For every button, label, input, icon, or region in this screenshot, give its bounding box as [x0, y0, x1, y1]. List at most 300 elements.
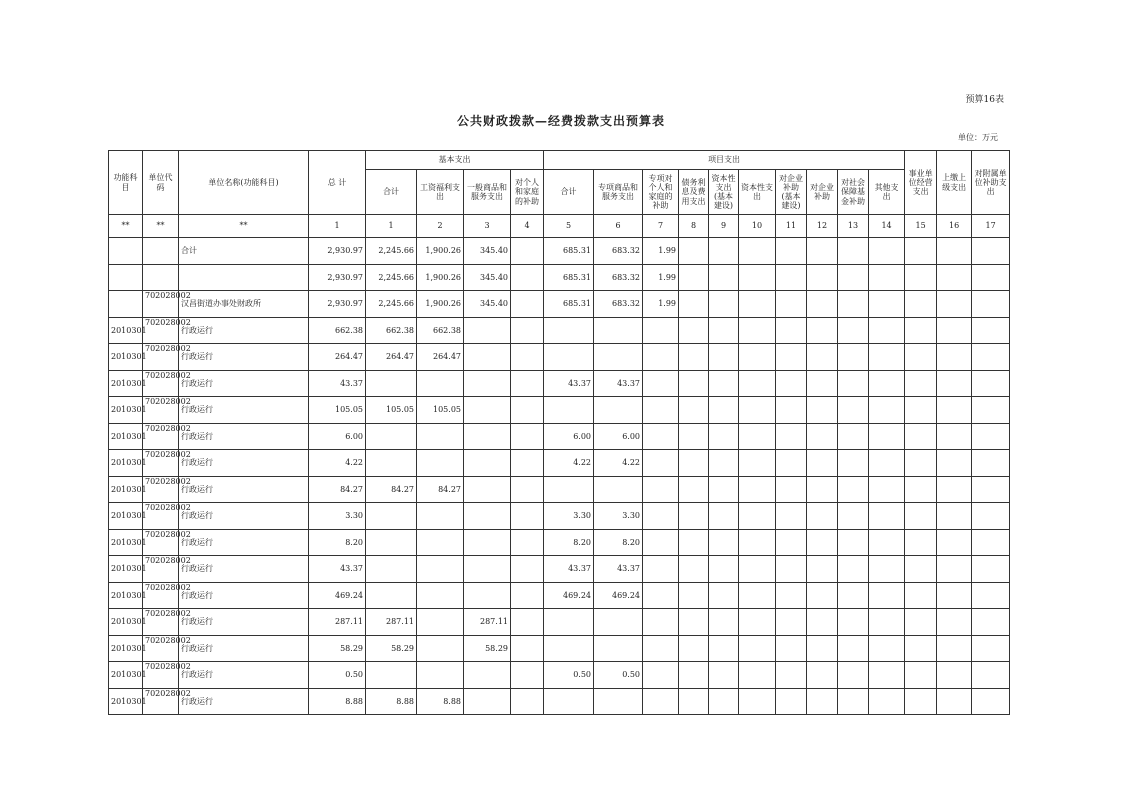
amount-cell — [905, 529, 937, 556]
amount-cell — [972, 662, 1010, 689]
unit-name-cell: 行政运行 — [179, 529, 309, 556]
amount-cell — [905, 609, 937, 636]
subject-code-cell: 2010301 — [109, 397, 143, 424]
amount-cell: 264.47 — [309, 344, 366, 371]
unit-code-cell: 702028002 — [143, 317, 179, 344]
amount-cell — [739, 662, 776, 689]
header-capital: 资本性支出 — [739, 170, 776, 215]
amount-cell — [464, 556, 511, 583]
amount-cell: 287.11 — [309, 609, 366, 636]
amount-cell — [594, 397, 643, 424]
amount-cell — [417, 370, 464, 397]
amount-cell: 287.11 — [464, 609, 511, 636]
amount-cell: 8.88 — [366, 688, 417, 715]
unit-label: 单位：万元 — [958, 133, 998, 142]
amount-cell — [807, 635, 838, 662]
amount-cell: 2,245.66 — [366, 264, 417, 291]
amount-cell — [679, 264, 709, 291]
amount-cell: 345.40 — [464, 291, 511, 318]
amount-cell — [594, 344, 643, 371]
amount-cell: 469.24 — [594, 582, 643, 609]
header-special-goods: 专项商品和服务支出 — [594, 170, 643, 215]
amount-cell — [417, 503, 464, 530]
amount-cell — [838, 609, 869, 636]
amount-cell — [776, 582, 807, 609]
table-row — [109, 635, 1010, 662]
amount-cell — [972, 635, 1010, 662]
amount-cell — [366, 503, 417, 530]
amount-cell — [869, 529, 905, 556]
amount-cell: 683.32 — [594, 264, 643, 291]
table-row — [109, 291, 1010, 318]
amount-cell — [709, 397, 739, 424]
amount-cell — [869, 344, 905, 371]
amount-cell — [643, 476, 679, 503]
amount-cell — [511, 503, 544, 530]
amount-cell: 43.37 — [309, 556, 366, 583]
table-row — [109, 317, 1010, 344]
unit-name-cell: 行政运行 — [179, 397, 309, 424]
table-row — [109, 503, 1010, 530]
amount-cell — [905, 238, 937, 265]
amount-cell: 43.37 — [544, 556, 594, 583]
amount-cell — [807, 582, 838, 609]
column-number: 2 — [417, 215, 464, 238]
amount-cell — [544, 609, 594, 636]
amount-cell — [869, 317, 905, 344]
amount-cell — [807, 344, 838, 371]
table-body — [109, 215, 1010, 715]
amount-cell — [776, 397, 807, 424]
header-capital-infra: 资本性支出(基本建设) — [709, 170, 739, 215]
column-number: 5 — [544, 215, 594, 238]
amount-cell — [937, 556, 972, 583]
table-row — [109, 370, 1010, 397]
amount-cell — [838, 662, 869, 689]
amount-cell — [366, 423, 417, 450]
unit-name-cell: 合计 — [179, 238, 309, 265]
amount-cell — [905, 291, 937, 318]
amount-cell: 683.32 — [594, 291, 643, 318]
amount-cell — [807, 370, 838, 397]
column-number: ** — [143, 215, 179, 238]
amount-cell: 685.31 — [544, 264, 594, 291]
amount-cell — [594, 476, 643, 503]
amount-cell — [937, 476, 972, 503]
amount-cell — [905, 264, 937, 291]
amount-cell — [643, 397, 679, 424]
amount-cell — [937, 635, 972, 662]
amount-cell: 3.30 — [309, 503, 366, 530]
amount-cell — [464, 423, 511, 450]
amount-cell: 8.20 — [309, 529, 366, 556]
amount-cell — [937, 397, 972, 424]
column-number: 7 — [643, 215, 679, 238]
column-number: 1 — [309, 215, 366, 238]
amount-cell — [838, 317, 869, 344]
amount-cell — [679, 317, 709, 344]
amount-cell: 287.11 — [366, 609, 417, 636]
subject-code-cell: 2010301 — [109, 450, 143, 477]
table-row — [109, 344, 1010, 371]
amount-cell — [544, 688, 594, 715]
amount-cell — [776, 423, 807, 450]
amount-cell — [972, 450, 1010, 477]
amount-cell — [417, 635, 464, 662]
amount-cell — [709, 503, 739, 530]
unit-code-cell: 702028002 — [143, 344, 179, 371]
amount-cell — [643, 317, 679, 344]
header-basic: 基本支出 — [366, 151, 544, 170]
amount-cell — [838, 450, 869, 477]
amount-cell — [464, 344, 511, 371]
amount-cell — [776, 529, 807, 556]
unit-name-cell: 行政运行 — [179, 344, 309, 371]
amount-cell — [511, 238, 544, 265]
amount-cell — [709, 609, 739, 636]
header-salary: 工资福利支出 — [417, 170, 464, 215]
amount-cell — [739, 264, 776, 291]
amount-cell — [807, 264, 838, 291]
amount-cell — [366, 370, 417, 397]
header-personal: 对个人和家庭的补助 — [511, 170, 544, 215]
amount-cell — [905, 503, 937, 530]
amount-cell — [709, 688, 739, 715]
amount-cell — [937, 317, 972, 344]
amount-cell — [464, 688, 511, 715]
amount-cell: 2,930.97 — [309, 238, 366, 265]
amount-cell: 0.50 — [309, 662, 366, 689]
amount-cell — [679, 609, 709, 636]
amount-cell — [366, 450, 417, 477]
table-row — [109, 662, 1010, 689]
amount-cell: 105.05 — [309, 397, 366, 424]
amount-cell: 1.99 — [643, 238, 679, 265]
table-row — [109, 264, 1010, 291]
amount-cell — [807, 476, 838, 503]
amount-cell — [838, 238, 869, 265]
amount-cell — [679, 503, 709, 530]
unit-code-cell: 702028002 — [143, 423, 179, 450]
amount-cell — [709, 476, 739, 503]
amount-cell — [643, 556, 679, 583]
amount-cell — [709, 423, 739, 450]
header-enterprise: 对企业补助 — [807, 170, 838, 215]
amount-cell — [807, 238, 838, 265]
amount-cell — [709, 317, 739, 344]
header-debt: 债务利息及费用支出 — [679, 170, 709, 215]
amount-cell — [679, 529, 709, 556]
amount-cell — [905, 662, 937, 689]
header-social: 对社会保障基金补助 — [838, 170, 869, 215]
amount-cell — [869, 609, 905, 636]
amount-cell — [937, 238, 972, 265]
amount-cell — [807, 503, 838, 530]
amount-cell — [838, 503, 869, 530]
amount-cell — [972, 529, 1010, 556]
amount-cell — [679, 662, 709, 689]
amount-cell — [937, 450, 972, 477]
header-affiliated: 对附属单位补助支出 — [972, 151, 1010, 215]
unit-name-cell: 行政运行 — [179, 556, 309, 583]
unit-code-cell: 702028002 — [143, 662, 179, 689]
unit-name-cell: 行政运行 — [179, 450, 309, 477]
amount-cell — [511, 476, 544, 503]
amount-cell — [838, 635, 869, 662]
amount-cell — [776, 635, 807, 662]
amount-cell: 662.38 — [417, 317, 464, 344]
subject-code-cell: 2010301 — [109, 344, 143, 371]
amount-cell — [869, 582, 905, 609]
amount-cell — [905, 476, 937, 503]
amount-cell — [972, 476, 1010, 503]
header-unit-code: 单位代码 — [143, 151, 179, 215]
amount-cell: 345.40 — [464, 238, 511, 265]
unit-code-cell: 702028002 — [143, 582, 179, 609]
amount-cell — [511, 529, 544, 556]
amount-cell — [594, 688, 643, 715]
amount-cell — [643, 635, 679, 662]
amount-cell — [679, 556, 709, 583]
subject-code-cell: 2010301 — [109, 662, 143, 689]
unit-code-cell: 702028002 — [143, 529, 179, 556]
amount-cell — [643, 344, 679, 371]
amount-cell: 58.29 — [366, 635, 417, 662]
amount-cell — [679, 688, 709, 715]
unit-name-cell: 行政运行 — [179, 503, 309, 530]
form-number: 预算16表 — [965, 95, 1004, 105]
amount-cell — [643, 423, 679, 450]
amount-cell — [776, 264, 807, 291]
amount-cell — [776, 503, 807, 530]
header-unit-name: 单位名称(功能科目) — [179, 151, 309, 215]
amount-cell: 1,900.26 — [417, 238, 464, 265]
unit-name-cell — [179, 264, 309, 291]
amount-cell — [643, 529, 679, 556]
amount-cell — [776, 317, 807, 344]
unit-code-cell: 702028002 — [143, 688, 179, 715]
amount-cell — [807, 397, 838, 424]
table-row — [109, 450, 1010, 477]
amount-cell: 345.40 — [464, 264, 511, 291]
amount-cell — [464, 662, 511, 689]
amount-cell — [905, 556, 937, 583]
amount-cell — [417, 582, 464, 609]
column-number: ** — [179, 215, 309, 238]
amount-cell — [905, 317, 937, 344]
amount-cell — [869, 503, 905, 530]
amount-cell — [417, 662, 464, 689]
amount-cell — [807, 450, 838, 477]
amount-cell — [937, 609, 972, 636]
unit-name-cell: 行政运行 — [179, 317, 309, 344]
amount-cell — [776, 344, 807, 371]
amount-cell — [643, 662, 679, 689]
subject-code-cell: 2010301 — [109, 423, 143, 450]
header-enterprise-infra: 对企业补助(基本建设) — [776, 170, 807, 215]
amount-cell — [511, 635, 544, 662]
amount-cell — [511, 291, 544, 318]
unit-code-cell: 702028002 — [143, 635, 179, 662]
unit-code-cell: 702028002 — [143, 503, 179, 530]
budget-table — [108, 150, 1010, 715]
unit-name-cell: 行政运行 — [179, 609, 309, 636]
unit-code-cell: 702028002 — [143, 609, 179, 636]
amount-cell — [464, 397, 511, 424]
amount-cell — [776, 662, 807, 689]
subject-code-cell: 2010301 — [109, 582, 143, 609]
amount-cell: 662.38 — [366, 317, 417, 344]
subject-code-cell: 2010301 — [109, 317, 143, 344]
subject-code-cell: 2010301 — [109, 556, 143, 583]
unit-code-cell — [143, 264, 179, 291]
unit-code-cell: 702028002 — [143, 476, 179, 503]
amount-cell: 1,900.26 — [417, 264, 464, 291]
amount-cell — [511, 397, 544, 424]
amount-cell — [544, 476, 594, 503]
amount-cell: 469.24 — [544, 582, 594, 609]
amount-cell — [679, 450, 709, 477]
subject-code-cell: 2010301 — [109, 503, 143, 530]
amount-cell — [739, 503, 776, 530]
column-number-row — [109, 215, 1010, 238]
column-number: 14 — [869, 215, 905, 238]
amount-cell — [417, 450, 464, 477]
subject-code-cell: 2010301 — [109, 688, 143, 715]
amount-cell — [972, 582, 1010, 609]
amount-cell — [838, 582, 869, 609]
column-number: 13 — [838, 215, 869, 238]
unit-name-cell: 行政运行 — [179, 582, 309, 609]
amount-cell: 8.88 — [309, 688, 366, 715]
amount-cell: 43.37 — [309, 370, 366, 397]
amount-cell — [972, 344, 1010, 371]
header-subject-code: 功能科目 — [109, 151, 143, 215]
unit-code-cell — [143, 238, 179, 265]
amount-cell — [511, 423, 544, 450]
subject-code-cell: 2010301 — [109, 609, 143, 636]
amount-cell — [838, 529, 869, 556]
amount-cell: 84.27 — [417, 476, 464, 503]
column-number: 17 — [972, 215, 1010, 238]
subject-code-cell: 2010301 — [109, 370, 143, 397]
amount-cell — [643, 582, 679, 609]
header-project: 项目支出 — [544, 151, 905, 170]
amount-cell — [511, 450, 544, 477]
amount-cell — [807, 291, 838, 318]
amount-cell — [643, 370, 679, 397]
amount-cell — [366, 556, 417, 583]
amount-cell: 6.00 — [594, 423, 643, 450]
amount-cell — [739, 344, 776, 371]
amount-cell — [739, 529, 776, 556]
amount-cell — [709, 556, 739, 583]
amount-cell — [464, 370, 511, 397]
amount-cell — [464, 503, 511, 530]
amount-cell — [739, 609, 776, 636]
column-number: 16 — [937, 215, 972, 238]
amount-cell — [869, 476, 905, 503]
amount-cell — [464, 529, 511, 556]
amount-cell — [807, 662, 838, 689]
amount-cell — [807, 529, 838, 556]
amount-cell — [972, 556, 1010, 583]
amount-cell: 43.37 — [594, 370, 643, 397]
amount-cell — [905, 344, 937, 371]
amount-cell — [366, 582, 417, 609]
amount-cell — [905, 688, 937, 715]
amount-cell — [937, 688, 972, 715]
amount-cell: 105.05 — [366, 397, 417, 424]
amount-cell — [709, 238, 739, 265]
amount-cell: 469.24 — [309, 582, 366, 609]
amount-cell — [937, 344, 972, 371]
amount-cell — [511, 609, 544, 636]
unit-code-cell: 702028002 — [143, 556, 179, 583]
amount-cell — [869, 688, 905, 715]
amount-cell — [972, 264, 1010, 291]
amount-cell — [709, 370, 739, 397]
amount-cell: 105.05 — [417, 397, 464, 424]
unit-name-cell: 行政运行 — [179, 662, 309, 689]
amount-cell: 683.32 — [594, 238, 643, 265]
column-number: 8 — [679, 215, 709, 238]
amount-cell — [838, 476, 869, 503]
column-number: 4 — [511, 215, 544, 238]
amount-cell — [511, 688, 544, 715]
amount-cell: 43.37 — [594, 556, 643, 583]
amount-cell — [869, 450, 905, 477]
amount-cell — [869, 556, 905, 583]
amount-cell — [739, 317, 776, 344]
amount-cell — [937, 264, 972, 291]
amount-cell — [739, 476, 776, 503]
amount-cell — [417, 423, 464, 450]
amount-cell: 0.50 — [544, 662, 594, 689]
amount-cell — [709, 635, 739, 662]
unit-name-cell: 行政运行 — [179, 370, 309, 397]
amount-cell — [464, 582, 511, 609]
subject-code-cell — [109, 264, 143, 291]
amount-cell — [838, 423, 869, 450]
amount-cell — [776, 688, 807, 715]
amount-cell — [739, 291, 776, 318]
amount-cell — [776, 609, 807, 636]
amount-cell — [776, 238, 807, 265]
amount-cell: 662.38 — [309, 317, 366, 344]
amount-cell — [739, 688, 776, 715]
column-number: 6 — [594, 215, 643, 238]
amount-cell — [905, 397, 937, 424]
amount-cell — [511, 264, 544, 291]
amount-cell — [807, 317, 838, 344]
amount-cell — [739, 370, 776, 397]
column-number: 11 — [776, 215, 807, 238]
amount-cell — [838, 264, 869, 291]
amount-cell — [643, 450, 679, 477]
amount-cell: 0.50 — [594, 662, 643, 689]
amount-cell: 2,930.97 — [309, 291, 366, 318]
unit-code-cell: 702028002 — [143, 450, 179, 477]
amount-cell — [544, 317, 594, 344]
amount-cell: 84.27 — [366, 476, 417, 503]
amount-cell: 6.00 — [544, 423, 594, 450]
amount-cell — [679, 397, 709, 424]
table-row — [109, 609, 1010, 636]
amount-cell — [905, 450, 937, 477]
amount-cell — [937, 582, 972, 609]
amount-cell: 4.22 — [309, 450, 366, 477]
